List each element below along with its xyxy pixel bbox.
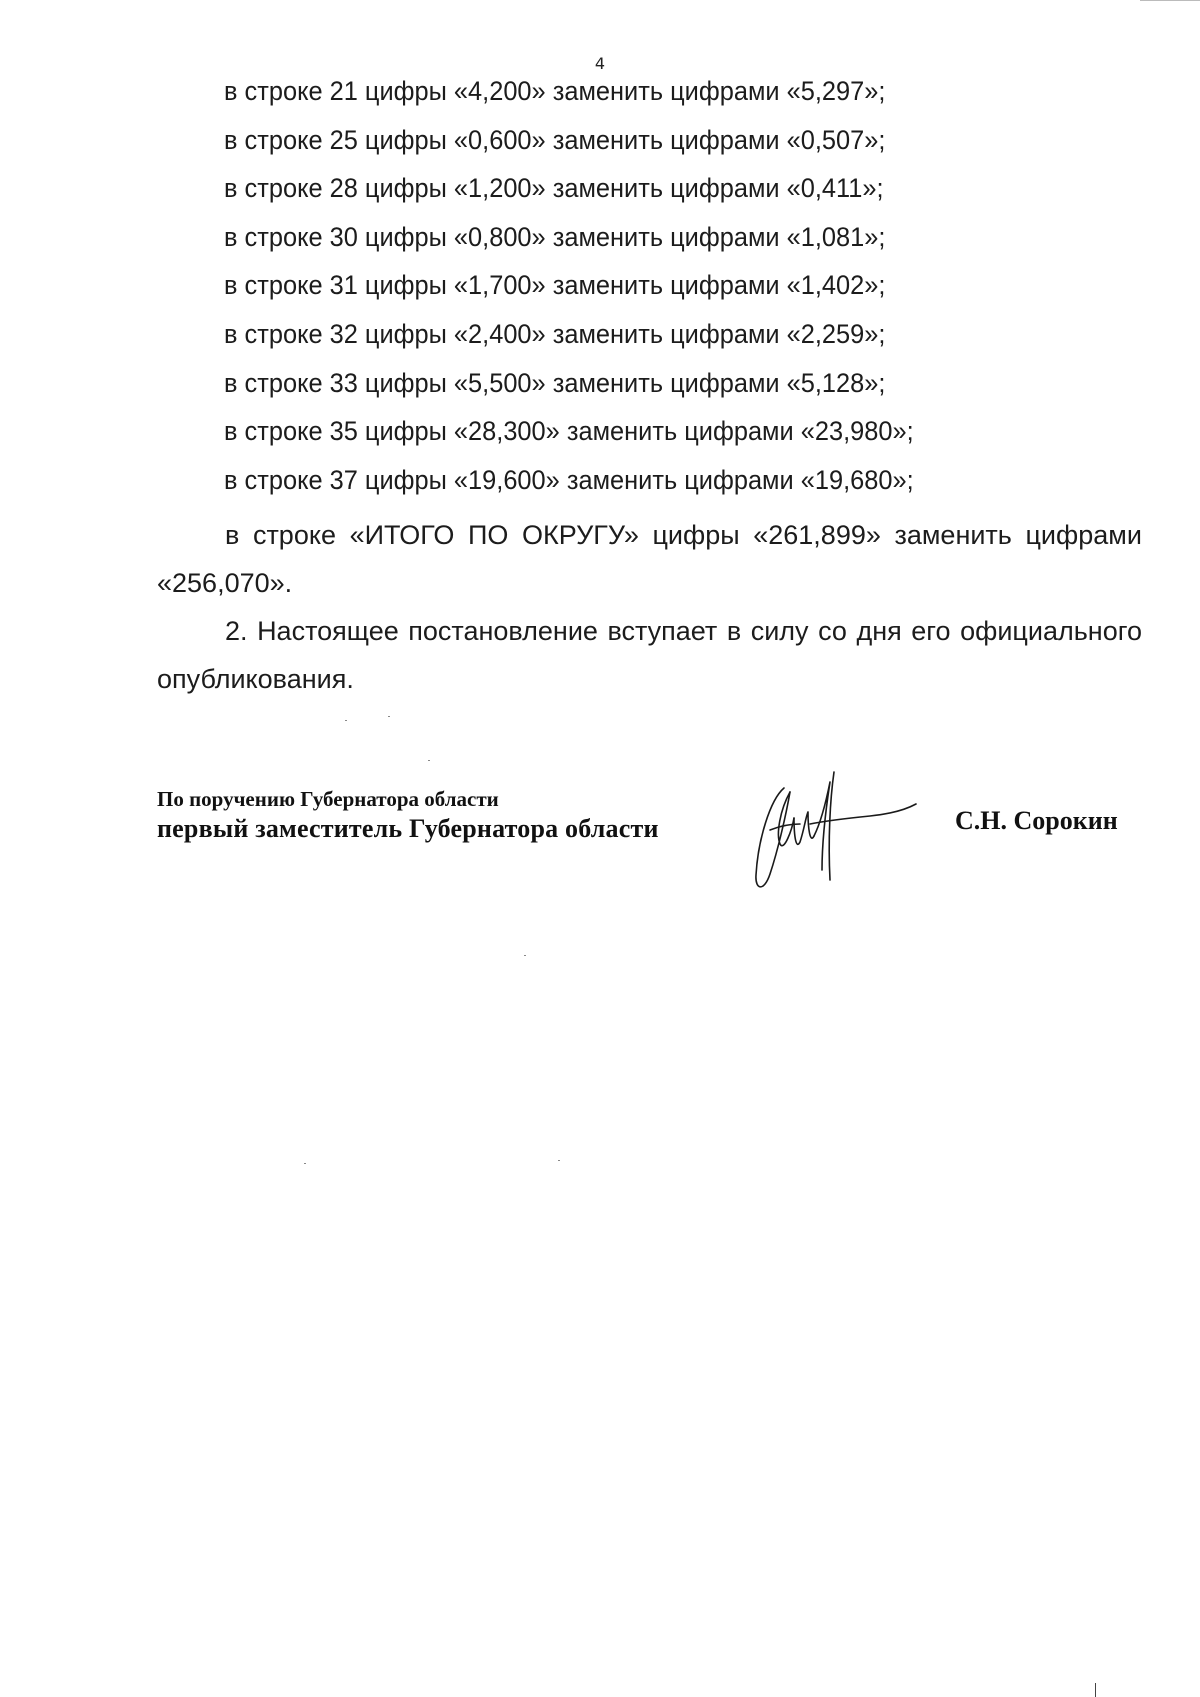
total-amendment-continuation: «256,070». — [157, 568, 293, 598]
amendment-line: в строке 25 цифры «0,600» заменить цифрами «0,507»; — [224, 124, 886, 155]
word: цифры — [652, 520, 740, 550]
word: «ИТОГО — [349, 520, 455, 550]
total-amendment-first-line — [157, 511, 1142, 559]
scan-speck — [558, 1160, 560, 1161]
word: 2. — [225, 616, 248, 646]
signer-position: первый заместитель Губернатора области — [157, 814, 659, 843]
word: ОКРУГУ» — [521, 520, 639, 550]
scan-speck — [345, 720, 347, 721]
word: цифрами — [1025, 520, 1142, 550]
word: заменить — [894, 520, 1012, 550]
amendment-line: в строке 21 цифры «4,200» заменить цифрами «5,297»; — [224, 76, 886, 106]
amendment-line: в строке 35 цифры «28,300» заменить цифрами «23,980»; — [224, 416, 914, 447]
word: постановление — [408, 616, 598, 646]
amendment-list — [224, 78, 958, 515]
word: в — [726, 616, 742, 646]
scan-edge-mark — [1095, 1683, 1096, 1697]
word: со — [818, 616, 847, 646]
word: дня — [856, 616, 902, 646]
page-number: 4 — [594, 54, 606, 73]
handwritten-signature-icon — [750, 770, 920, 895]
total-amendment-paragraph — [157, 511, 1142, 607]
signing-authority: По поручению Губернатора области — [157, 787, 499, 811]
amendment-line: в строке 37 цифры «19,600» заменить цифрами «19,680»; — [224, 464, 914, 495]
word: «261,899» — [753, 520, 881, 550]
amendment-line: в строке 28 цифры «1,200» заменить цифрами «0,411»; — [224, 173, 884, 204]
word: ПО — [467, 520, 509, 550]
effective-date-first-line — [157, 607, 1142, 655]
effective-date-continuation: опубликования. — [157, 664, 354, 694]
scan-speck — [524, 955, 526, 956]
scan-speck — [428, 760, 430, 761]
word: силу — [750, 616, 809, 646]
amendment-line: в строке 30 цифры «0,800» заменить цифрами «1,081»; — [224, 221, 886, 252]
word: официального — [960, 616, 1142, 646]
amendment-line: в строке 32 цифры «2,400» заменить цифрами «2,259»; — [224, 318, 886, 349]
word: строке — [252, 520, 336, 550]
signer-name: С.Н. Сорокин — [955, 806, 1118, 835]
signature-block — [157, 786, 659, 846]
word: вступает — [607, 616, 718, 646]
word: Настоящее — [257, 616, 399, 646]
amendment-line: в строке 31 цифры «1,700» заменить цифрами «1,402»; — [224, 270, 886, 301]
scan-edge-mark — [1140, 0, 1200, 1]
amendment-line: в строке 33 цифры «5,500» заменить цифрами «5,128»; — [224, 367, 886, 398]
scan-speck — [388, 716, 390, 717]
effective-date-paragraph — [157, 607, 1142, 703]
word: в — [225, 520, 240, 550]
scan-speck — [304, 1163, 306, 1164]
word: его — [911, 616, 951, 646]
